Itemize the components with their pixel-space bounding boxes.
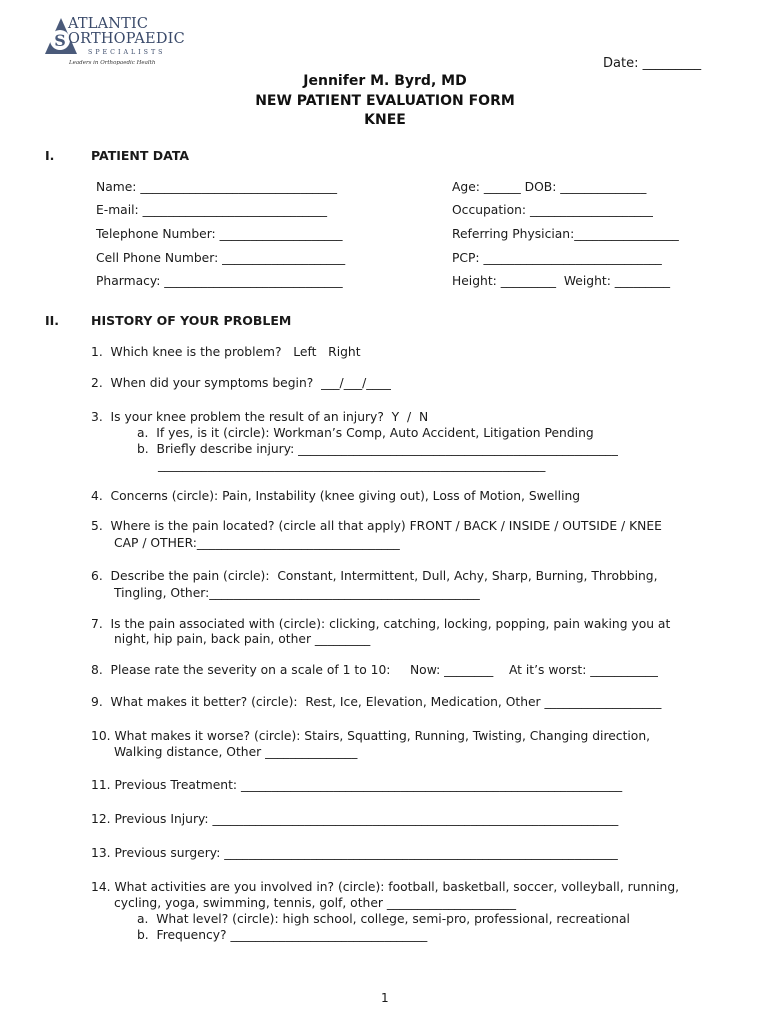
question-14-line-2[interactable]: cycling, yoga, swimming, tennis, golf, other _____________________	[114, 896, 516, 910]
email-field[interactable]: E-mail: ______________________________	[96, 203, 328, 217]
question-6-line-2[interactable]: Tingling, Other:____________________________________________	[114, 586, 480, 600]
page-number: 1	[381, 991, 389, 1005]
question-4[interactable]: 4. Concerns (circle): Pain, Instability (knee giving out), Loss of Motion, Swelling	[91, 489, 581, 503]
logo-tagline: Leaders in Orthopaedic Health	[69, 60, 156, 66]
height-weight-field[interactable]: Height: _________ Weight: _________	[452, 274, 671, 288]
practice-logo	[44, 16, 184, 72]
section-1-title: PATIENT DATA	[91, 148, 190, 163]
doctor-name: Jennifer M. Byrd, MD	[303, 73, 467, 89]
telephone-field[interactable]: Telephone Number: ____________________	[96, 227, 343, 241]
question-2[interactable]: 2. When did your symptoms begin? ___/___/____	[91, 376, 391, 390]
question-3b[interactable]: b. Briefly describe injury: ____________________________________________________	[137, 442, 618, 456]
logo-line-3: SPECIALISTS	[88, 49, 166, 56]
pcp-field[interactable]: PCP: _____________________________	[452, 251, 662, 265]
logo-line-1: ATLANTIC	[68, 16, 149, 32]
question-14-line-1[interactable]: 14. What activities are you involved in? (circle): football, basketball, soccer, volleyball, running,	[91, 880, 680, 894]
question-10-line-1[interactable]: 10. What makes it worse? (circle): Stairs, Squatting, Running, Twisting, Changing direction,	[91, 729, 651, 743]
question-3b-continuation[interactable]: _______________________________________________________________	[158, 458, 546, 472]
name-field[interactable]: Name: ________________________________	[96, 180, 338, 194]
question-9[interactable]: 9. What makes it better? (circle): Rest, Ice, Elevation, Medication, Other ___________________	[91, 695, 662, 709]
cell-phone-field[interactable]: Cell Phone Number: ____________________	[96, 251, 346, 265]
section-1-numeral: I.	[45, 148, 55, 163]
svg-text:S: S	[54, 31, 66, 50]
question-5-line-2[interactable]: CAP / OTHER:_________________________________	[114, 536, 400, 550]
section-2-title: HISTORY OF YOUR PROBLEM	[91, 313, 292, 328]
question-7-line-1[interactable]: 7. Is the pain associated with (circle): clicking, catching, locking, popping, pain waking you at	[91, 617, 671, 631]
date-field[interactable]: Date: _________	[603, 56, 702, 71]
referring-physician-field[interactable]: Referring Physician:_________________	[452, 227, 679, 241]
question-5-line-1[interactable]: 5. Where is the pain located? (circle all that apply) FRONT / BACK / INSIDE / OUTSIDE / KNEE	[91, 519, 662, 533]
question-12[interactable]: 12. Previous Injury: __________________________________________________________________	[91, 812, 619, 826]
form-title: NEW PATIENT EVALUATION FORM	[255, 93, 515, 109]
form-subject: KNEE	[364, 112, 406, 128]
occupation-field[interactable]: Occupation: ____________________	[452, 203, 653, 217]
pharmacy-field[interactable]: Pharmacy: _____________________________	[96, 274, 343, 288]
question-3a[interactable]: a. If yes, is it (circle): Workman’s Comp, Auto Accident, Litigation Pending	[137, 426, 594, 440]
logo-line-2: ORTHOPAEDIC	[68, 31, 185, 47]
question-14a[interactable]: a. What level? (circle): high school, college, semi-pro, professional, recreational	[137, 912, 630, 926]
question-14b[interactable]: b. Frequency? ________________________________	[137, 928, 428, 942]
age-dob-field[interactable]: Age: ______ DOB: ______________	[452, 180, 647, 194]
question-13[interactable]: 13. Previous surgery: ________________________________________________________________	[91, 846, 618, 860]
question-10-line-2[interactable]: Walking distance, Other _______________	[114, 745, 358, 759]
question-7-line-2[interactable]: night, hip pain, back pain, other _________	[114, 632, 371, 646]
question-8[interactable]: 8. Please rate the severity on a scale of 1 to 10: Now: ________ At it’s worst: ___________	[91, 663, 658, 677]
question-1[interactable]: 1. Which knee is the problem? Left Right	[91, 345, 361, 359]
question-3[interactable]: 3. Is your knee problem the result of an injury? Y / N	[91, 410, 429, 424]
question-6-line-1[interactable]: 6. Describe the pain (circle): Constant, Intermittent, Dull, Achy, Sharp, Burning, Throbbing,	[91, 569, 658, 583]
question-11[interactable]: 11. Previous Treatment: ______________________________________________________________	[91, 778, 623, 792]
section-2-numeral: II.	[45, 313, 60, 328]
